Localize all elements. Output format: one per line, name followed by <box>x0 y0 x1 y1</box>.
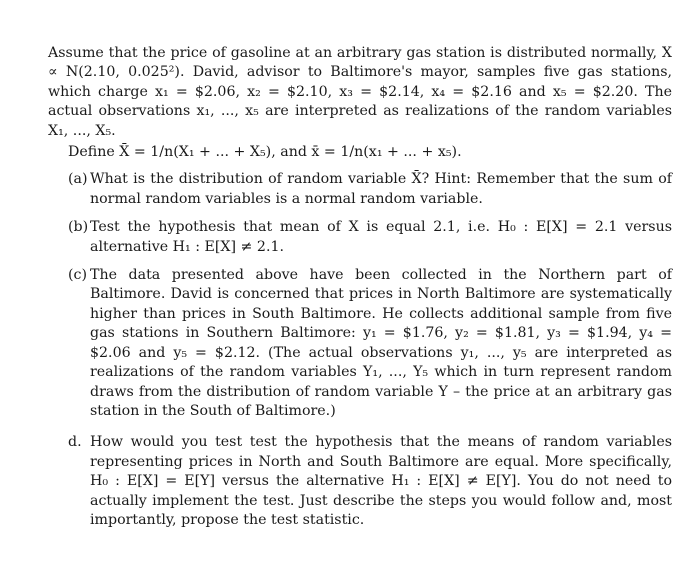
question-text: The data presented above have been collected in the Northern part of Baltimore. David is concerned that prices in North Baltimore are systematically higher than prices in South Baltimore. He collects additional sample from five gas stations in Southern Baltimore: y₁ = $1.76, y₂ = $1.81, y₃ = $1.94, y₄ = $2.06 and y₅ = $2.12. (The actual observations y₁, ..., y₅ are interpreted as realizations of the random variables Y₁, ..., Y₅ which in turn represent random draws from the distribution of random variable Y – the price at an arbitrary gas station in the South of Baltimore.) <box>90 267 672 419</box>
question-a <box>68 170 672 209</box>
problem-intro: Assume that the price of gasoline at an arbitrary gas station is distributed normally, X ∝ N(2.10, 0.025²). David, advisor to Baltimore's mayor, samples five gas stations, which charge x₁ = $2.06, x₂ = $2.10, x₃ = $2.14, x₄ = $2.16 and x₅ = $2.20. The actual observations x₁, ..., x₅ are interpreted as realizations of the random variables X₁, ..., X₅. <box>48 45 672 139</box>
question-label: (b) <box>68 219 89 236</box>
question-label: (c) <box>68 267 88 284</box>
question-b <box>68 218 672 257</box>
definition-line: Define X̄ = 1/n(X₁ + ... + X₅), and x̄ = 1/n(x₁ + ... + x₅). <box>68 144 462 161</box>
question-label: d. <box>68 434 82 451</box>
question-c <box>68 266 672 421</box>
question-text: Test the hypothesis that mean of X is equal 2.1, i.e. H₀ : E[X] = 2.1 versus alternative H₁ : E[X] ≠ 2.1. <box>90 219 672 255</box>
question-d <box>68 433 672 530</box>
question-text: How would you test test the hypothesis that the means of random variables representing prices in North and South Baltimore are equal. More specifically, H₀ : E[X] = E[Y] versus the alternative H₁ : E[X] ≠ E[Y]. You do not need to actually implement the test. Just describe the steps you would follow and, most importantly, propose the test statistic. <box>90 434 672 528</box>
question-text: What is the distribution of random variable X̄? Hint: Remember that the sum of normal random variables is a normal random variable. <box>90 171 672 207</box>
question-label: (a) <box>68 171 88 188</box>
